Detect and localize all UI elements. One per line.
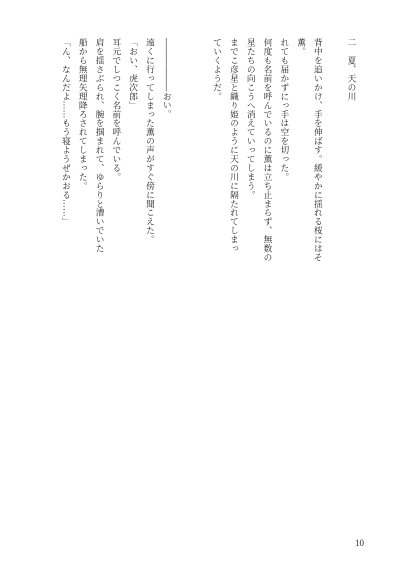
text-line: 薫。 <box>295 38 306 56</box>
text-line: れても届かずにっ手は空を切った。 <box>278 38 289 182</box>
blank-line <box>174 38 191 514</box>
chapter-heading: 二 夏、天の川 <box>346 38 356 101</box>
text-line: 何度も名前を呼んでいるのに薫は立ち止まらず、無数の <box>262 38 273 262</box>
blank-line <box>42 38 57 514</box>
text-line: ていくようだ。 <box>211 38 222 101</box>
text-line: 肩を揺さぶられ、腕を掴まれて、ゆらりと漕いでいた <box>94 38 105 253</box>
text-line: までこ彦星と織り姫のように天の川に隔たれてしまっ <box>228 38 239 253</box>
blank-line <box>325 38 342 514</box>
text-line: 耳元でしつこく名前を呼んでいる。 <box>110 38 121 182</box>
text-line: 船から無理矢理降ろされてしまった。 <box>77 38 88 191</box>
text-line: 「おい、虎次郎」 <box>127 38 138 110</box>
vertical-text-columns <box>42 38 359 514</box>
text-line: 遠くに行ってしまった薫の声がすぐ傍に聞こえた。 <box>144 38 155 244</box>
text-line: 「ん、なんだよ……もう寝ようぜかおる……」 <box>60 38 71 226</box>
text-line: 背中を追いかけ、手を伸ばす。緩やかに揺れる桜にはそ <box>312 38 323 262</box>
page-body <box>42 38 359 514</box>
blank-line <box>191 38 208 514</box>
text-line: ――――――おい。 <box>161 38 172 119</box>
text-line: 星たちの向こうへ消えていってしまう。 <box>245 38 256 200</box>
page-number: 10 <box>355 538 364 548</box>
